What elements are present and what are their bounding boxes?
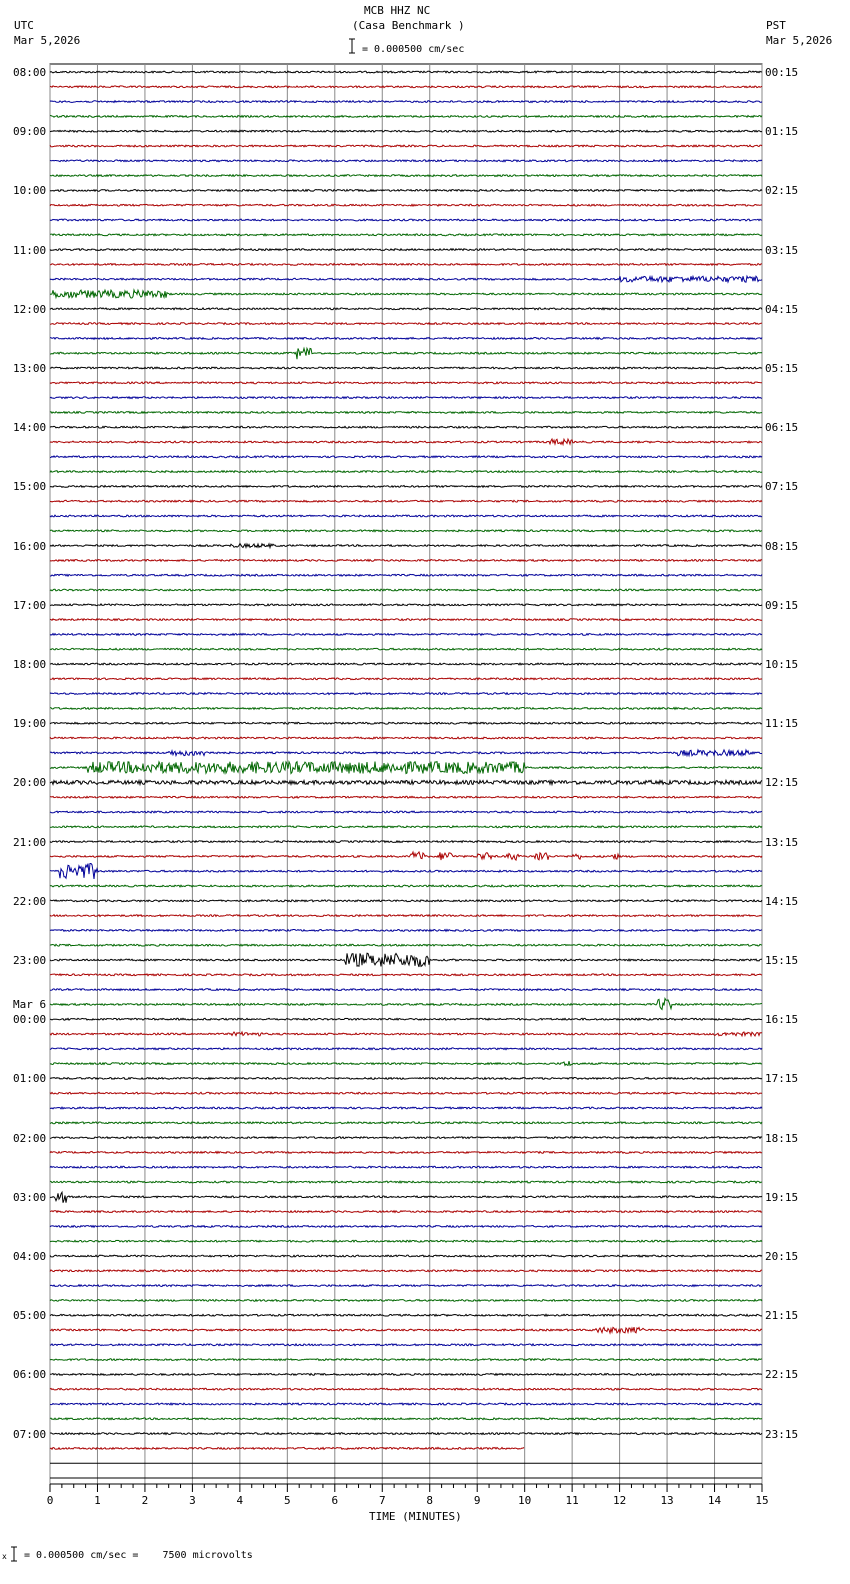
station-title: MCB HHZ NC — [364, 4, 431, 17]
pst-hour-label: 03:15 — [765, 243, 799, 257]
utc-hour-label: 07:00 — [13, 1427, 47, 1441]
pst-hour-label: 04:15 — [765, 302, 799, 316]
pst-hour-label: 16:15 — [765, 1013, 799, 1027]
footer-scale-note: = 0.000500 cm/sec = 7500 microvolts — [24, 1550, 253, 1561]
left-timezone: UTC — [14, 19, 34, 32]
pst-hour-label: 00:15 — [765, 66, 799, 79]
pst-hour-label: 13:15 — [765, 835, 799, 849]
x-tick-label: 11 — [565, 1494, 579, 1507]
x-tick-label: 5 — [284, 1494, 291, 1507]
right-date: Mar 5,2026 — [766, 34, 833, 47]
pst-hour-label: 12:15 — [765, 776, 799, 790]
x-tick-label: 7 — [378, 1494, 386, 1507]
x-axis-ticks — [47, 1484, 769, 1507]
pst-hour-label: 15:15 — [765, 954, 799, 967]
x-tick-label: 0 — [46, 1494, 54, 1507]
x-tick-label: 3 — [189, 1494, 196, 1507]
x-tick-label: 12 — [612, 1494, 627, 1507]
pst-hour-label: 06:15 — [765, 421, 799, 435]
pst-hour-label: 11:15 — [765, 717, 799, 731]
x-tick-label: 4 — [236, 1494, 244, 1507]
left-date: Mar 5,2026 — [14, 34, 81, 47]
pst-hour-label: 23:15 — [765, 1427, 799, 1441]
utc-hour-label: 03:00 — [13, 1190, 47, 1204]
utc-hour-label: 05:00 — [13, 1309, 47, 1323]
utc-hour-label: 23:00 — [13, 954, 47, 967]
utc-hour-label: 19:00 — [13, 717, 47, 731]
pst-hour-label: 20:15 — [765, 1250, 799, 1263]
x-tick-label: 14 — [707, 1494, 722, 1507]
pst-hour-label: 22:15 — [765, 1368, 799, 1382]
utc-hour-label: 01:00 — [13, 1072, 47, 1086]
utc-hour-label: 08:00 — [13, 66, 47, 79]
pst-hour-label: 10:15 — [765, 658, 799, 671]
scale-label: = 0.000500 cm/sec — [362, 44, 465, 55]
date-change-label: Mar 6 — [13, 998, 47, 1012]
utc-hour-label: 06:00 — [13, 1368, 47, 1382]
pst-hour-label: 14:15 — [765, 894, 799, 908]
x-tick-label: 15 — [755, 1494, 769, 1507]
right-timezone: PST — [766, 19, 786, 32]
utc-hour-label: 02:00 — [13, 1131, 47, 1145]
x-tick-label: 10 — [518, 1494, 532, 1507]
pst-hour-label: 08:15 — [765, 539, 799, 553]
scale-bar-icon — [349, 39, 355, 53]
utc-hour-label: 16:00 — [13, 539, 47, 553]
utc-hour-label: 21:00 — [13, 835, 47, 849]
pst-hour-label: 07:15 — [765, 480, 799, 494]
utc-hour-label: 12:00 — [13, 302, 47, 316]
x-axis-title: TIME (MINUTES) — [369, 1510, 462, 1523]
pst-hour-label: 05:15 — [765, 362, 799, 375]
footer-scale-bar-icon — [11, 1547, 17, 1561]
utc-hour-label: 04:00 — [13, 1250, 47, 1263]
utc-hour-label: 10:00 — [13, 184, 47, 198]
site-subtitle: (Casa Benchmark ) — [352, 19, 465, 32]
x-tick-label: 13 — [660, 1494, 674, 1507]
x-tick-label: 8 — [426, 1494, 434, 1507]
x-tick-label: 9 — [473, 1494, 481, 1507]
utc-hour-label: 11:00 — [13, 243, 47, 257]
utc-hour-label: 09:00 — [13, 125, 47, 139]
pst-hour-label: 18:15 — [765, 1131, 799, 1145]
utc-hour-label: 17:00 — [13, 598, 47, 612]
utc-hour-label: 20:00 — [13, 776, 47, 790]
x-tick-label: 1 — [94, 1494, 101, 1507]
utc-hour-label: 22:00 — [13, 894, 47, 908]
x-tick-label: 6 — [331, 1494, 339, 1507]
utc-hour-label: 13:00 — [13, 362, 47, 375]
utc-hour-label: 14:00 — [13, 421, 47, 435]
pst-hour-label: 21:15 — [765, 1309, 799, 1323]
x-tick-label: 2 — [141, 1494, 149, 1507]
pst-hour-label: 17:15 — [765, 1072, 799, 1086]
utc-hour-label: 00:00 — [13, 1013, 47, 1027]
pst-hour-label: 09:15 — [765, 598, 799, 612]
pst-hour-label: 01:15 — [765, 125, 799, 139]
pst-hour-label: 02:15 — [765, 184, 799, 198]
pst-hour-label: 19:15 — [765, 1190, 799, 1204]
footer-corner-mark: x — [2, 1552, 7, 1561]
utc-hour-label: 18:00 — [13, 658, 47, 671]
utc-hour-label: 15:00 — [13, 480, 47, 494]
